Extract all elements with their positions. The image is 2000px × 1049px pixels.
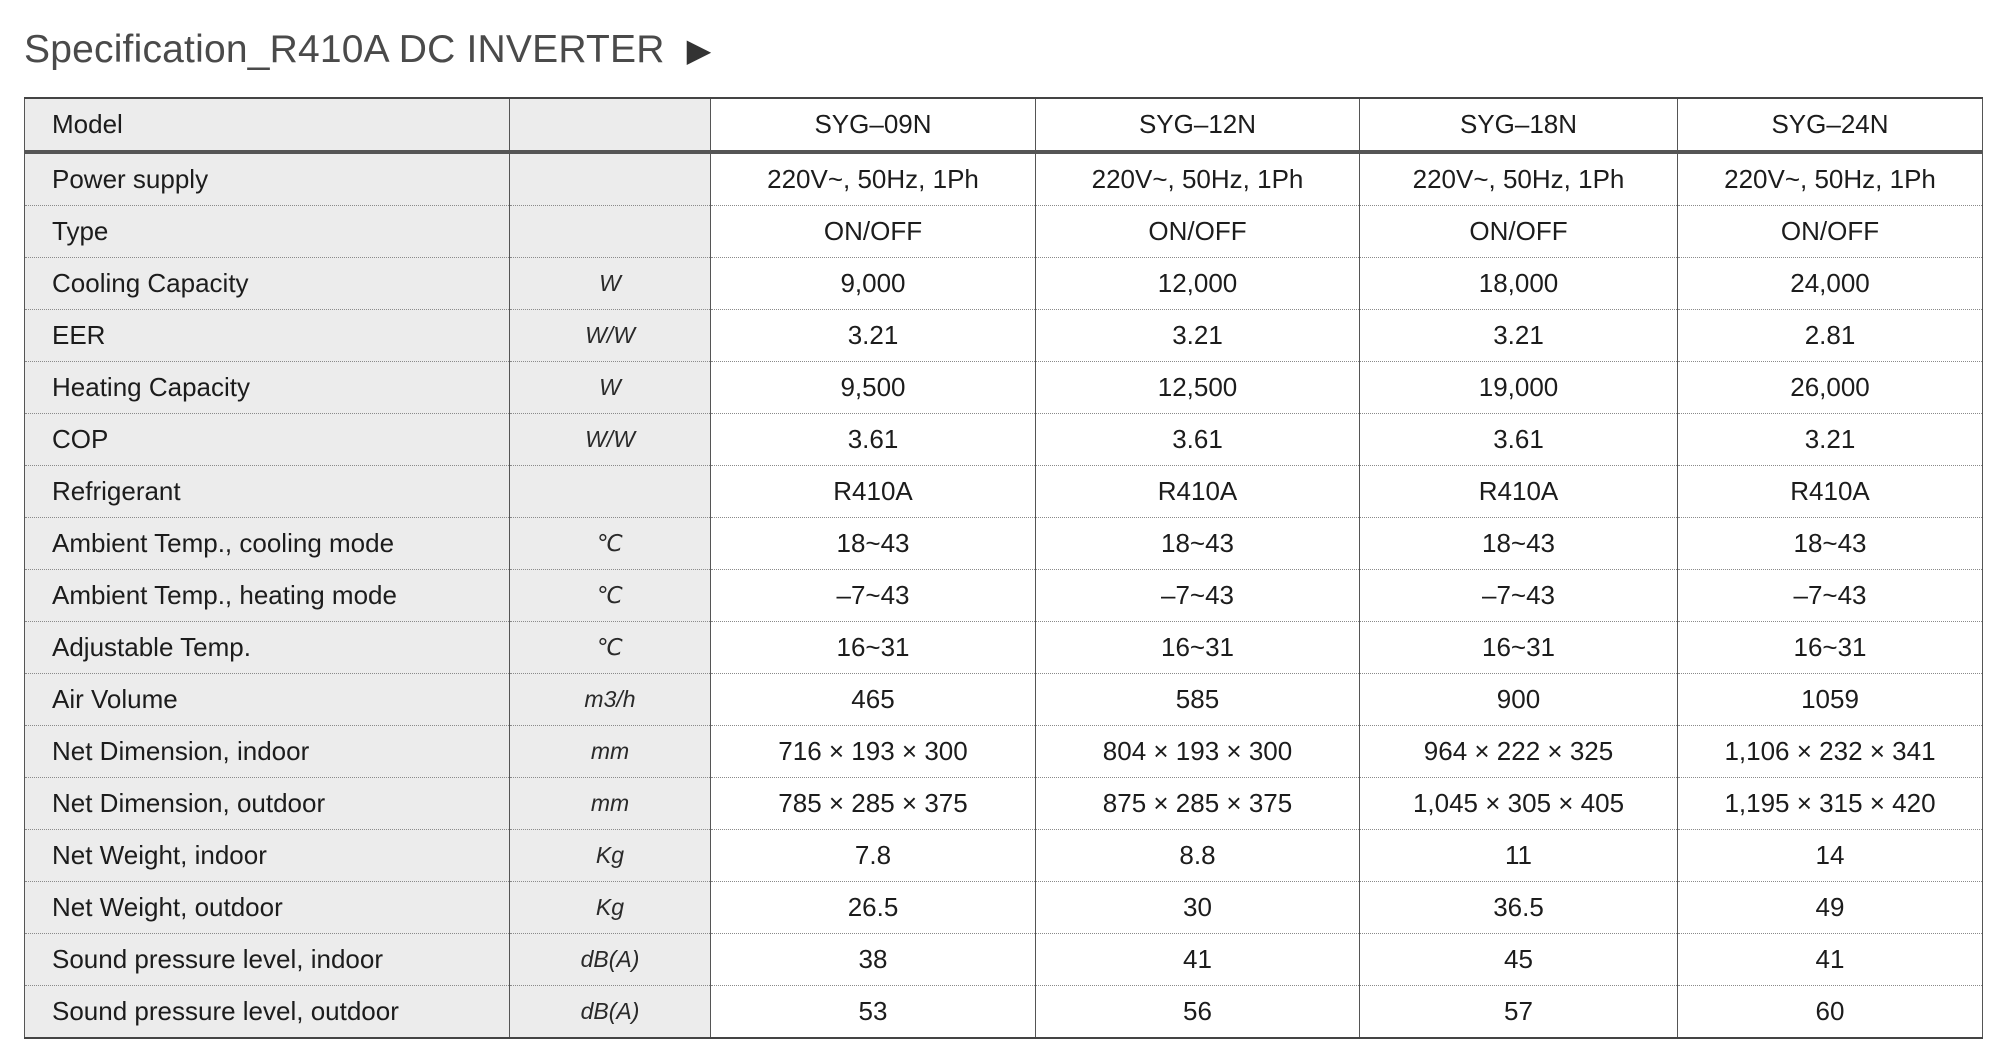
row-value: 3.61 bbox=[1036, 414, 1360, 466]
row-value: –7~43 bbox=[711, 570, 1036, 622]
row-label: Net Dimension, outdoor bbox=[25, 778, 510, 830]
row-label: EER bbox=[25, 310, 510, 362]
row-value: 19,000 bbox=[1360, 362, 1678, 414]
header-model-name: SYG–18N bbox=[1360, 98, 1678, 152]
header-model-name: SYG–12N bbox=[1036, 98, 1360, 152]
row-value: 3.21 bbox=[1036, 310, 1360, 362]
row-value: 3.21 bbox=[711, 310, 1036, 362]
row-value: 41 bbox=[1678, 934, 1983, 986]
row-value: 8.8 bbox=[1036, 830, 1360, 882]
table-row bbox=[25, 830, 1983, 882]
table-row bbox=[25, 362, 1983, 414]
table-row bbox=[25, 986, 1983, 1039]
row-unit: dB(A) bbox=[510, 934, 711, 986]
table-row bbox=[25, 466, 1983, 518]
row-value: 900 bbox=[1360, 674, 1678, 726]
table-row bbox=[25, 310, 1983, 362]
row-value: 220V~, 50Hz, 1Ph bbox=[1360, 152, 1678, 206]
row-value: 1059 bbox=[1678, 674, 1983, 726]
table-header-row bbox=[25, 98, 1983, 152]
row-unit: Kg bbox=[510, 830, 711, 882]
row-value: 26,000 bbox=[1678, 362, 1983, 414]
header-model-name: SYG–09N bbox=[711, 98, 1036, 152]
row-unit bbox=[510, 466, 711, 518]
row-value: 3.21 bbox=[1678, 414, 1983, 466]
row-label: Power supply bbox=[25, 152, 510, 206]
row-value: 585 bbox=[1036, 674, 1360, 726]
table-row bbox=[25, 258, 1983, 310]
row-unit: ℃ bbox=[510, 570, 711, 622]
header-unit-cell bbox=[510, 98, 711, 152]
table-row bbox=[25, 622, 1983, 674]
row-unit: W bbox=[510, 362, 711, 414]
row-value: 49 bbox=[1678, 882, 1983, 934]
row-value: 18~43 bbox=[1360, 518, 1678, 570]
table-row bbox=[25, 206, 1983, 258]
row-label: Net Weight, outdoor bbox=[25, 882, 510, 934]
row-label: Refrigerant bbox=[25, 466, 510, 518]
row-unit: mm bbox=[510, 778, 711, 830]
row-value: –7~43 bbox=[1036, 570, 1360, 622]
row-label: Sound pressure level, outdoor bbox=[25, 986, 510, 1039]
row-label: Net Weight, indoor bbox=[25, 830, 510, 882]
row-value: 36.5 bbox=[1360, 882, 1678, 934]
row-unit: ℃ bbox=[510, 518, 711, 570]
row-value: 220V~, 50Hz, 1Ph bbox=[1036, 152, 1360, 206]
row-value: 9,000 bbox=[711, 258, 1036, 310]
row-value: 2.81 bbox=[1678, 310, 1983, 362]
row-value: 9,500 bbox=[711, 362, 1036, 414]
page-title-row bbox=[24, 22, 711, 78]
row-value: 18~43 bbox=[711, 518, 1036, 570]
row-value: 12,000 bbox=[1036, 258, 1360, 310]
row-value: 18~43 bbox=[1036, 518, 1360, 570]
row-value: R410A bbox=[1678, 466, 1983, 518]
play-arrow-icon: ▶ bbox=[686, 32, 712, 68]
row-value: R410A bbox=[1360, 466, 1678, 518]
row-unit: dB(A) bbox=[510, 986, 711, 1039]
row-value: 45 bbox=[1360, 934, 1678, 986]
row-unit: mm bbox=[510, 726, 711, 778]
row-value: R410A bbox=[1036, 466, 1360, 518]
row-label: Ambient Temp., heating mode bbox=[25, 570, 510, 622]
row-label: Sound pressure level, indoor bbox=[25, 934, 510, 986]
row-value: 220V~, 50Hz, 1Ph bbox=[1678, 152, 1983, 206]
table-row bbox=[25, 674, 1983, 726]
row-value: 3.61 bbox=[1360, 414, 1678, 466]
row-value: 16~31 bbox=[711, 622, 1036, 674]
row-value: 30 bbox=[1036, 882, 1360, 934]
row-unit: ℃ bbox=[510, 622, 711, 674]
row-label: Cooling Capacity bbox=[25, 258, 510, 310]
row-value: 11 bbox=[1360, 830, 1678, 882]
row-label: Net Dimension, indoor bbox=[25, 726, 510, 778]
row-unit: Kg bbox=[510, 882, 711, 934]
row-value: 1,045 × 305 × 405 bbox=[1360, 778, 1678, 830]
row-value: 1,195 × 315 × 420 bbox=[1678, 778, 1983, 830]
row-value: 41 bbox=[1036, 934, 1360, 986]
row-value: –7~43 bbox=[1678, 570, 1983, 622]
row-value: 804 × 193 × 300 bbox=[1036, 726, 1360, 778]
row-value: 18~43 bbox=[1678, 518, 1983, 570]
row-label: Heating Capacity bbox=[25, 362, 510, 414]
row-label: COP bbox=[25, 414, 510, 466]
table-row bbox=[25, 778, 1983, 830]
table-row bbox=[25, 414, 1983, 466]
row-label: Air Volume bbox=[25, 674, 510, 726]
row-value: ON/OFF bbox=[1360, 206, 1678, 258]
table-body bbox=[25, 152, 1983, 1038]
row-value: 38 bbox=[711, 934, 1036, 986]
row-value: 1,106 × 232 × 341 bbox=[1678, 726, 1983, 778]
row-value: 26.5 bbox=[711, 882, 1036, 934]
row-value: 60 bbox=[1678, 986, 1983, 1039]
row-value: 3.21 bbox=[1360, 310, 1678, 362]
row-value: 16~31 bbox=[1678, 622, 1983, 674]
row-value: ON/OFF bbox=[1678, 206, 1983, 258]
table-row bbox=[25, 518, 1983, 570]
row-unit bbox=[510, 206, 711, 258]
row-value: –7~43 bbox=[1360, 570, 1678, 622]
row-value: R410A bbox=[711, 466, 1036, 518]
row-value: 875 × 285 × 375 bbox=[1036, 778, 1360, 830]
header-model-label: Model bbox=[25, 98, 510, 152]
row-label: Adjustable Temp. bbox=[25, 622, 510, 674]
page-title: Specification_R410A DC INVERTER bbox=[24, 28, 665, 71]
table-row bbox=[25, 882, 1983, 934]
header-model-name: SYG–24N bbox=[1678, 98, 1983, 152]
row-unit: m3/h bbox=[510, 674, 711, 726]
row-value: ON/OFF bbox=[711, 206, 1036, 258]
row-label: Ambient Temp., cooling mode bbox=[25, 518, 510, 570]
row-value: 14 bbox=[1678, 830, 1983, 882]
row-value: 12,500 bbox=[1036, 362, 1360, 414]
row-value: 18,000 bbox=[1360, 258, 1678, 310]
row-value: 465 bbox=[711, 674, 1036, 726]
row-value: 785 × 285 × 375 bbox=[711, 778, 1036, 830]
row-value: 24,000 bbox=[1678, 258, 1983, 310]
table-row bbox=[25, 934, 1983, 986]
row-value: 16~31 bbox=[1036, 622, 1360, 674]
row-value: 7.8 bbox=[711, 830, 1036, 882]
row-value: 716 × 193 × 300 bbox=[711, 726, 1036, 778]
row-value: 53 bbox=[711, 986, 1036, 1039]
row-value: 57 bbox=[1360, 986, 1678, 1039]
table-row bbox=[25, 152, 1983, 206]
row-label: Type bbox=[25, 206, 510, 258]
row-value: 56 bbox=[1036, 986, 1360, 1039]
row-unit: W bbox=[510, 258, 711, 310]
row-value: 220V~, 50Hz, 1Ph bbox=[711, 152, 1036, 206]
row-unit: W/W bbox=[510, 414, 711, 466]
row-value: ON/OFF bbox=[1036, 206, 1360, 258]
row-unit bbox=[510, 152, 711, 206]
specification-table bbox=[24, 97, 1983, 1039]
row-value: 964 × 222 × 325 bbox=[1360, 726, 1678, 778]
row-unit: W/W bbox=[510, 310, 711, 362]
row-value: 16~31 bbox=[1360, 622, 1678, 674]
table-row bbox=[25, 570, 1983, 622]
table-row bbox=[25, 726, 1983, 778]
row-value: 3.61 bbox=[711, 414, 1036, 466]
